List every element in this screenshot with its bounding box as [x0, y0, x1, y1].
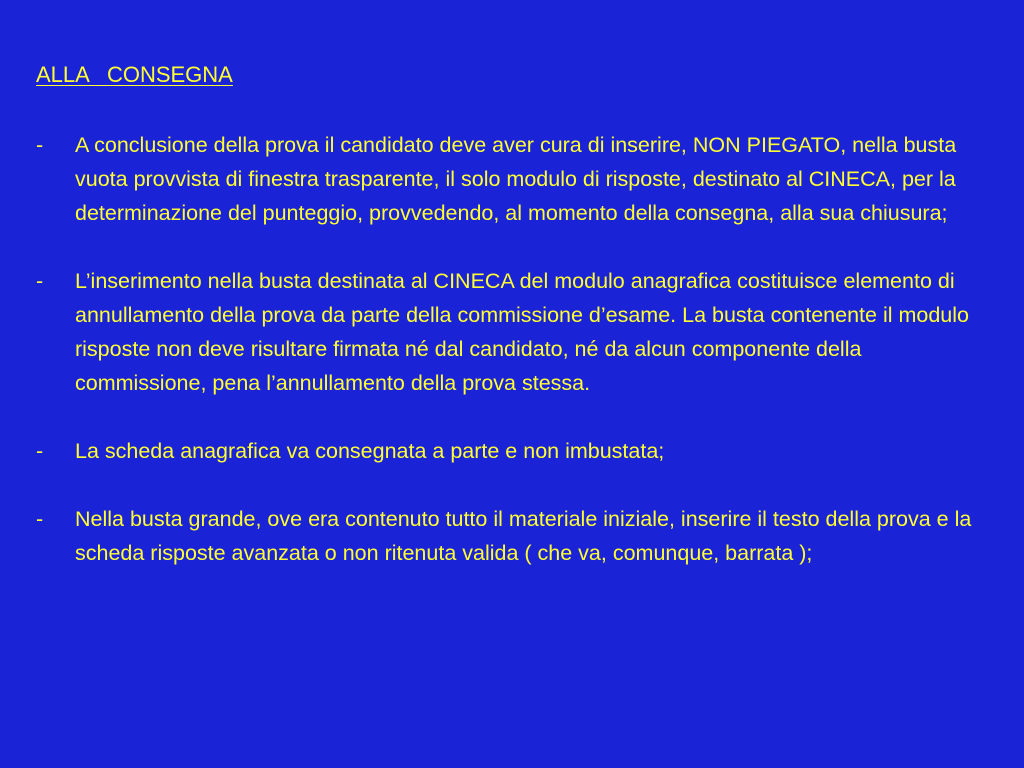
bullet-list: [36, 128, 996, 570]
bullet-marker: -: [36, 507, 44, 531]
slide-title: ALLA CONSEGNA: [36, 62, 233, 87]
bullet-item: [36, 128, 996, 230]
bullet-text: A conclusione della prova il candidato deve aver cura di inserire, NON PIEGATO, nella busta vuota provvista di finestra trasparente, il solo modulo di risposte, destinato al CINECA, per la determinazione del punteggio, provvedendo, al momento della consegna, alla sua chiusura;: [75, 133, 957, 225]
bullet-text: Nella busta grande, ove era contenuto tutto il materiale iniziale, inserire il testo della prova e la scheda risposte avanzata o non ritenuta valida ( che va, comunque, barrata );: [75, 507, 972, 565]
bullet-item: [36, 434, 996, 468]
bullet-marker: -: [36, 269, 44, 293]
bullet-marker: -: [36, 439, 44, 463]
bullet-item: [36, 264, 996, 400]
bullet-marker: -: [36, 133, 44, 157]
bullet-text: L’inserimento nella busta destinata al CINECA del modulo anagrafica costituisce elemento di annullamento della prova da parte della commissione d’esame. La busta contenente il modulo risposte non deve risultare firmata né dal candidato, né da alcun componente della commissione, pena l’annullamento della prova stessa.: [75, 269, 969, 395]
bullet-item: [36, 502, 996, 570]
bullet-text: La scheda anagrafica va consegnata a parte e non imbustata;: [75, 439, 665, 463]
